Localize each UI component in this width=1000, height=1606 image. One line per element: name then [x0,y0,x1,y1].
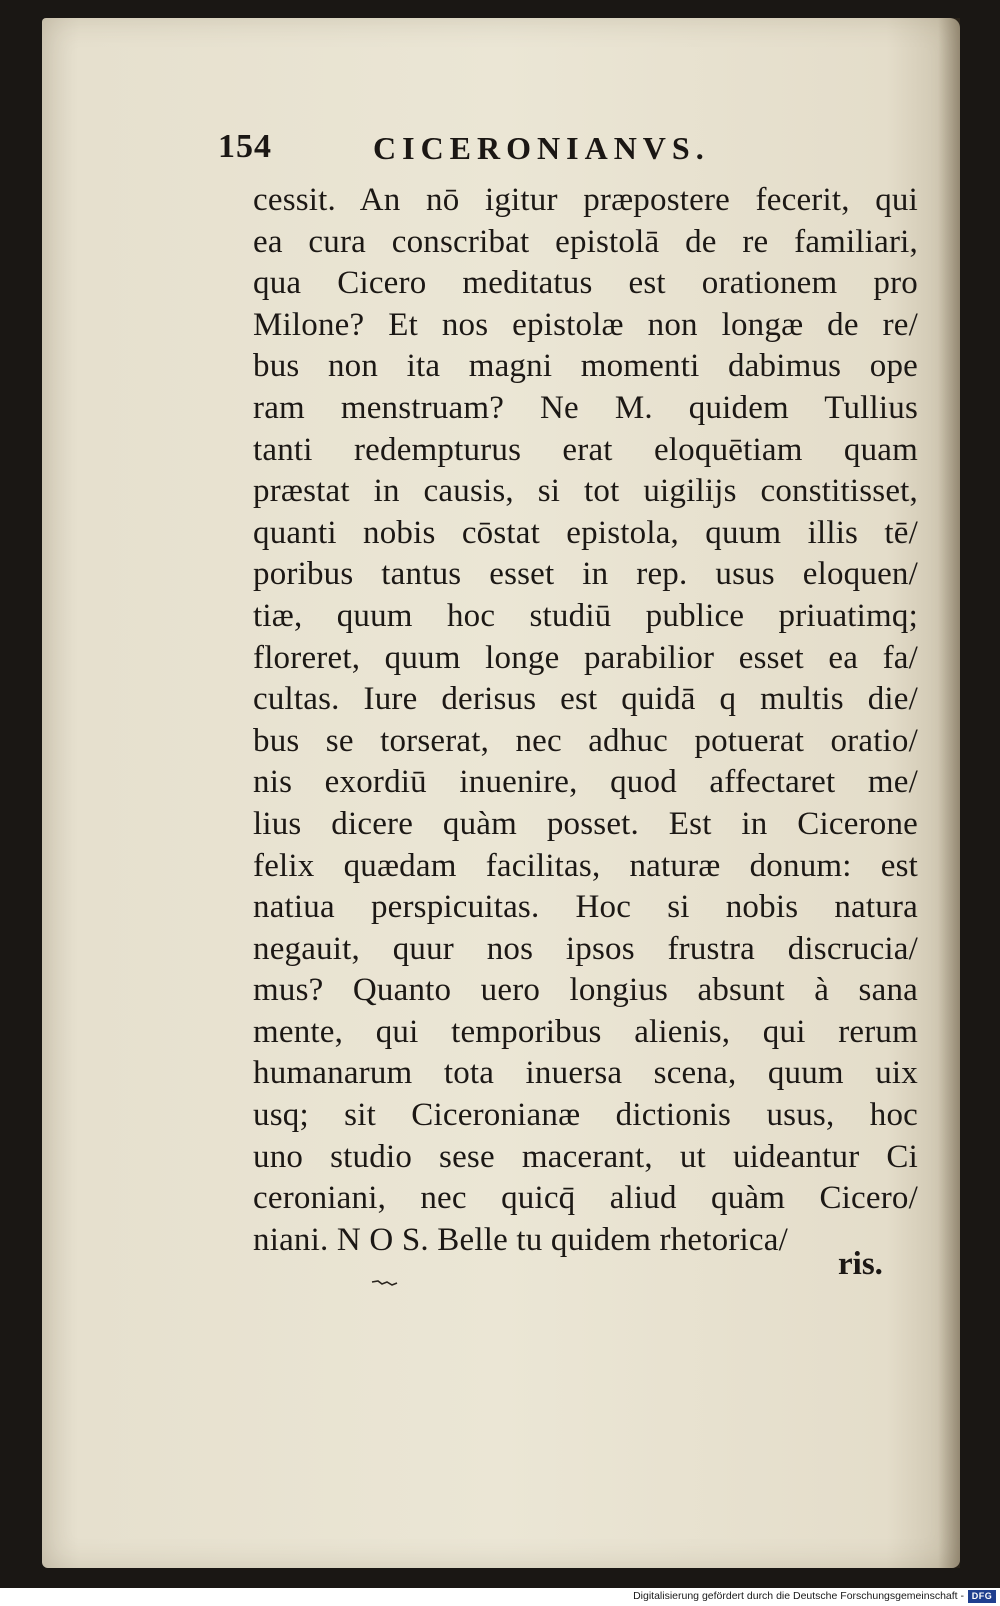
text-line-1: cessit. An nō igitur præpostere fecerit, qui [253,182,918,218]
running-head [218,122,798,172]
text-line-7: tanti redempturus erat eloquētiam quam [253,431,918,468]
text-line-21: mente, qui temporibus alienis, qui rerum [253,1013,918,1050]
text-line-9: quanti nobis cōstat epistola, quum illis tē/ [253,514,918,551]
text-line-13: cultas. Iure derisus est quidā q multis die/ [253,681,918,718]
text-line-10: poribus tantus esset in rep. usus eloquen/ [253,556,918,593]
text-line-15: nis exordiū inuenire, quod affectaret me/ [253,764,918,801]
text-line-4: Milone? Et nos epistolæ non longæ de re/ [253,306,918,343]
catchword: ris. [838,1246,883,1282]
text-line-3: qua Cicero meditatus est orationem pro [253,265,918,302]
body-text [253,180,918,1261]
text-line-5: bus non ita magni momenti dabimus ope [253,348,918,385]
ink-blot-mark [370,1278,400,1288]
text-line-12: floreret, quum longe parabilior esset ea fa/ [253,639,918,676]
text-line-2: ea cura conscribat epistolā de re familiari, [253,223,918,260]
text-line-16: lius dicere quàm posset. Est in Cicerone [253,805,918,842]
dfg-logo: DFG [968,1590,996,1603]
text-line-25: ceroniani, nec quicq̄ aliud quàm Cicero/ [253,1180,918,1217]
text-line-8: præstat in causis, si tot uigilijs constitisset, [253,473,918,510]
text-line-20: mus? Quanto uero longius absunt à sana [253,972,918,1009]
text-line-19: negauit, quur nos ipsos frustra discrucia/ [253,930,918,967]
text-line-23: usq; sit Ciceronianæ dictionis usus, hoc [253,1097,918,1134]
text-line-18: natiua perspicuitas. Hoc si nobis natura [253,889,918,926]
text-line-14: bus se torserat, nec adhuc potuerat oratio/ [253,722,918,759]
page-number: 154 [218,128,272,165]
text-line-6: ram menstruam? Ne M. quidem Tullius [253,389,918,426]
text-line-24: uno studio sese macerant, ut uideantur Ci [253,1138,918,1175]
text-line-17: felix quædam facilitas, naturæ donum: est [253,847,918,884]
footer-credit: Digitalisierung gefördert durch die Deutsche Forschungsgemeinschaft - [633,1590,964,1602]
running-title: CICERONIANVS. [373,130,710,166]
page-edge-shadow [938,18,960,1568]
text-line-11: tiæ, quum hoc studiū publice priuatimq; [253,597,918,634]
text-line-22: humanarum tota inuersa scena, quum uix [253,1055,918,1092]
text-line-26: niani. N O S. Belle tu quidem rhetorica/ [253,1221,788,1258]
